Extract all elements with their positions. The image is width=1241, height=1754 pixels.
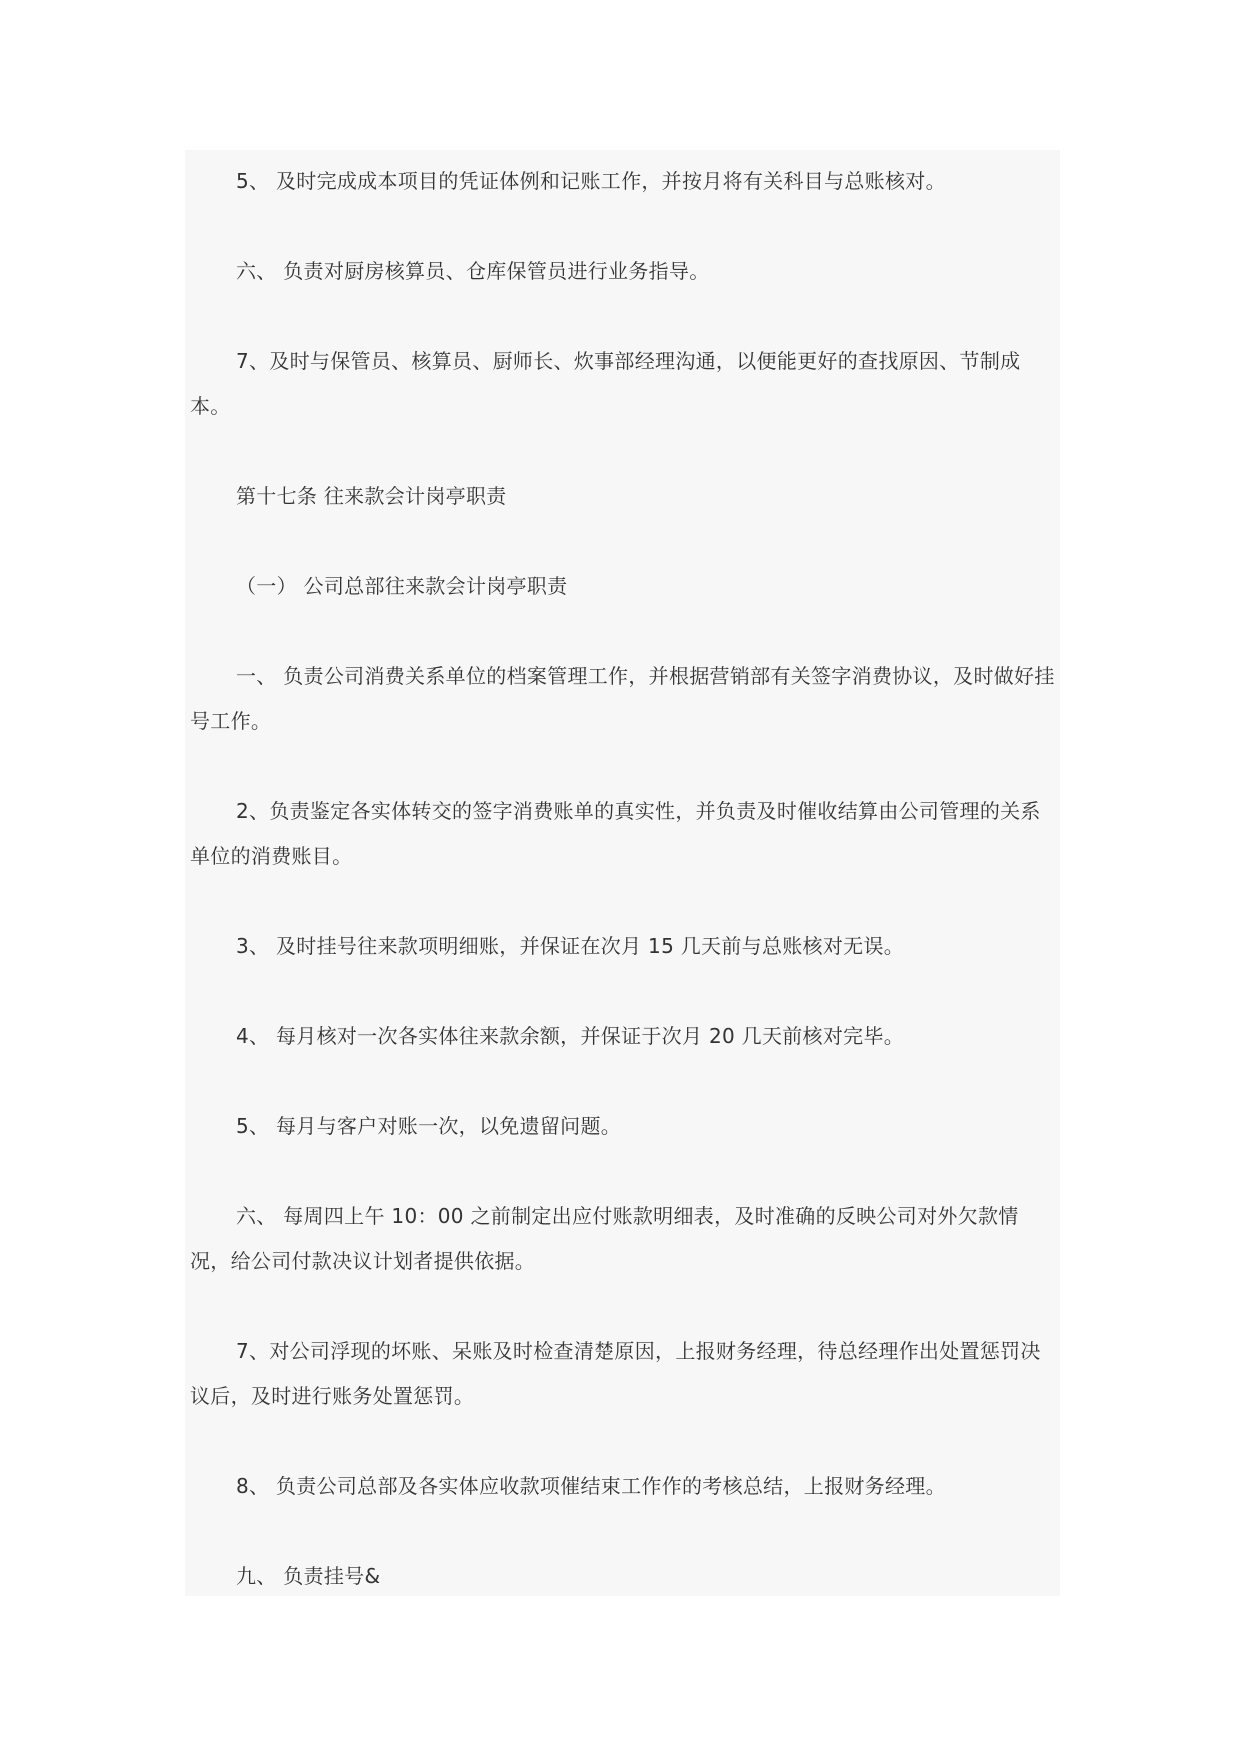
paragraph-ledger-registration: 3、 及时挂号往来款项明细账，并保证在次月 15 几天前与总账核对无误。 (236, 934, 905, 958)
paragraph-bill-verification: 2、负责鉴定各实体转交的签字消费账单的真实性，并负责及时催收结算由公司管理的关系单位的消费账目。 (190, 799, 1041, 868)
paragraph-registration-truncated: 九、 负责挂号& (236, 1564, 381, 1588)
paragraph-cost-voucher: 5、 及时完成成本项目的凭证体例和记账工作，并按月将有关科目与总账核对。 (236, 169, 946, 193)
section-1-heading: （一） 公司总部往来款会计岗亭职责 (236, 574, 568, 598)
paragraph-archive-management: 一、 负责公司消费关系单位的档案管理工作，并根据营销部有关签字消费协议，及时做好挂号工作。 (190, 664, 1055, 733)
paragraph-bad-debt: 7、对公司浮现的坏账、呆账及时检查清楚原因，上报财务经理，待总经理作出处置惩罚决议后，及时进行账务处置惩罚。 (190, 1339, 1041, 1408)
paragraph-customer-reconciliation: 5、 每月与客户对账一次，以免遗留问题。 (236, 1114, 622, 1138)
paragraph-payables-schedule: 六、 每周四上午 10：00 之前制定出应付账款明细表，及时准确的反映公司对外欠款情况，给公司付款决议计划者提供依据。 (190, 1204, 1019, 1273)
paragraph-receivables-assessment: 8、 负责公司总部及各实体应收款项催结束工作作的考核总结，上报财务经理。 (236, 1474, 946, 1498)
article-17-heading: 第十七条 往来款会计岗亭职责 (236, 484, 507, 508)
paragraph-balance-check: 4、 每月核对一次各实体往来款余额，并保证于次月 20 几天前核对完毕。 (236, 1024, 905, 1048)
paragraph-kitchen-guidance: 六、 负责对厨房核算员、仓库保管员进行业务指导。 (236, 259, 710, 283)
document-content-panel (185, 150, 1060, 1596)
paragraph-communication: 7、及时与保管员、核算员、厨师长、炊事部经理沟通，以便能更好的查找原因、节制成本。 (190, 349, 1021, 418)
